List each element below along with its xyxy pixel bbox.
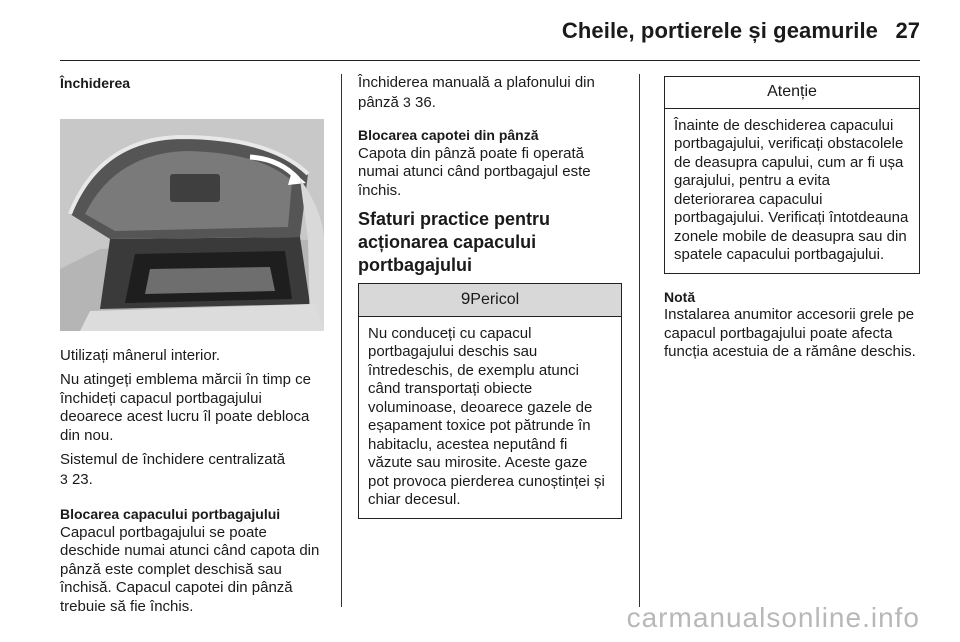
- danger-box-header: [359, 284, 621, 317]
- sub-heading-roof-lock: Blocarea capotei din pânză: [358, 127, 539, 143]
- note-title: Notă: [664, 288, 696, 305]
- caution-box-header: Atenție: [665, 77, 919, 109]
- section-heading-practical-tips: Sfaturi practice pentru acționarea capacului portbagajului: [358, 209, 551, 275]
- manual-roof-text: Închiderea manuală a plafonului din pânză: [358, 74, 595, 111]
- danger-box-text: Nu conduceți cu capacul portbagajului deschis sau întredeschis, de exemplu atunci când transportați obiecte voluminoase, deoarece gazele de eșapament toxice pot pătrunde în habitaclu, acestea neputând fi văzute sau mirosite. Aceste gaze pot provoca pierderea cunoștinței și chiar decesul.: [368, 324, 605, 508]
- column-divider-2: [639, 74, 640, 607]
- column-3: [664, 74, 920, 368]
- paragraph-manual-roof: [358, 74, 622, 112]
- paragraph-trunk-lock: Capacul portbagajului se poate deschide numai atunci când capota din pânză este complet deschisă sau închisă. Capacul capotei din pânză trebuie să fie închis.: [60, 523, 320, 615]
- page-number: 27: [895, 18, 920, 43]
- watermark: carmanualsonline.info: [626, 602, 920, 633]
- column-divider-1: [341, 74, 342, 607]
- page-ref-36[interactable]: 36.: [415, 93, 436, 111]
- paragraph-use-handle: Utilizați mânerul interior.: [60, 346, 221, 364]
- danger-icon: 9: [460, 289, 471, 308]
- note-text: Instalarea anumitor accesorii grele pe capacul portbagajului poate afecta funcția acestuia de a rămâne deschis.: [664, 306, 916, 360]
- trunk-photo: [60, 119, 324, 331]
- header-title: Cheile, portierele și geamurile: [561, 18, 878, 43]
- central-locking-text: Sistemul de închidere centralizată: [60, 451, 286, 468]
- column-1: [60, 74, 324, 622]
- paragraph-roof-lock: Capota din pânză poate fi operată numai atunci când portbagajul este închis.: [358, 144, 591, 199]
- page-ref-arrow-icon: 3: [403, 93, 411, 110]
- column-2: [358, 74, 622, 519]
- page-ref-23[interactable]: 23.: [71, 470, 93, 488]
- header-rule: [60, 60, 920, 61]
- page-ref-arrow-icon: 3: [60, 470, 68, 487]
- paragraph-central-locking: [60, 451, 324, 489]
- caution-box: [664, 76, 920, 274]
- danger-title: Pericol: [470, 291, 520, 308]
- danger-box: [358, 283, 622, 519]
- sub-heading-trunk-lock: Blocarea capacului portbagajului: [60, 506, 281, 522]
- paragraph-emblem-warning: Nu atingeți emblema mărcii în timp ce închideți capacul portbagajului deoarece acest lucru îl poate debloca din nou.: [60, 371, 311, 444]
- section-heading-closing: Închiderea: [60, 75, 131, 91]
- caution-box-text: Înainte de deschiderea capacului portbagajului, verificați obstacolele de deasupra capului, cum ar fi ușa garajului, pentru a evita deteriorarea capacului portbagajului. Verificați întotdeauna zonele mobile de deasupra sau din spatele capacului portbagajului.: [674, 116, 909, 263]
